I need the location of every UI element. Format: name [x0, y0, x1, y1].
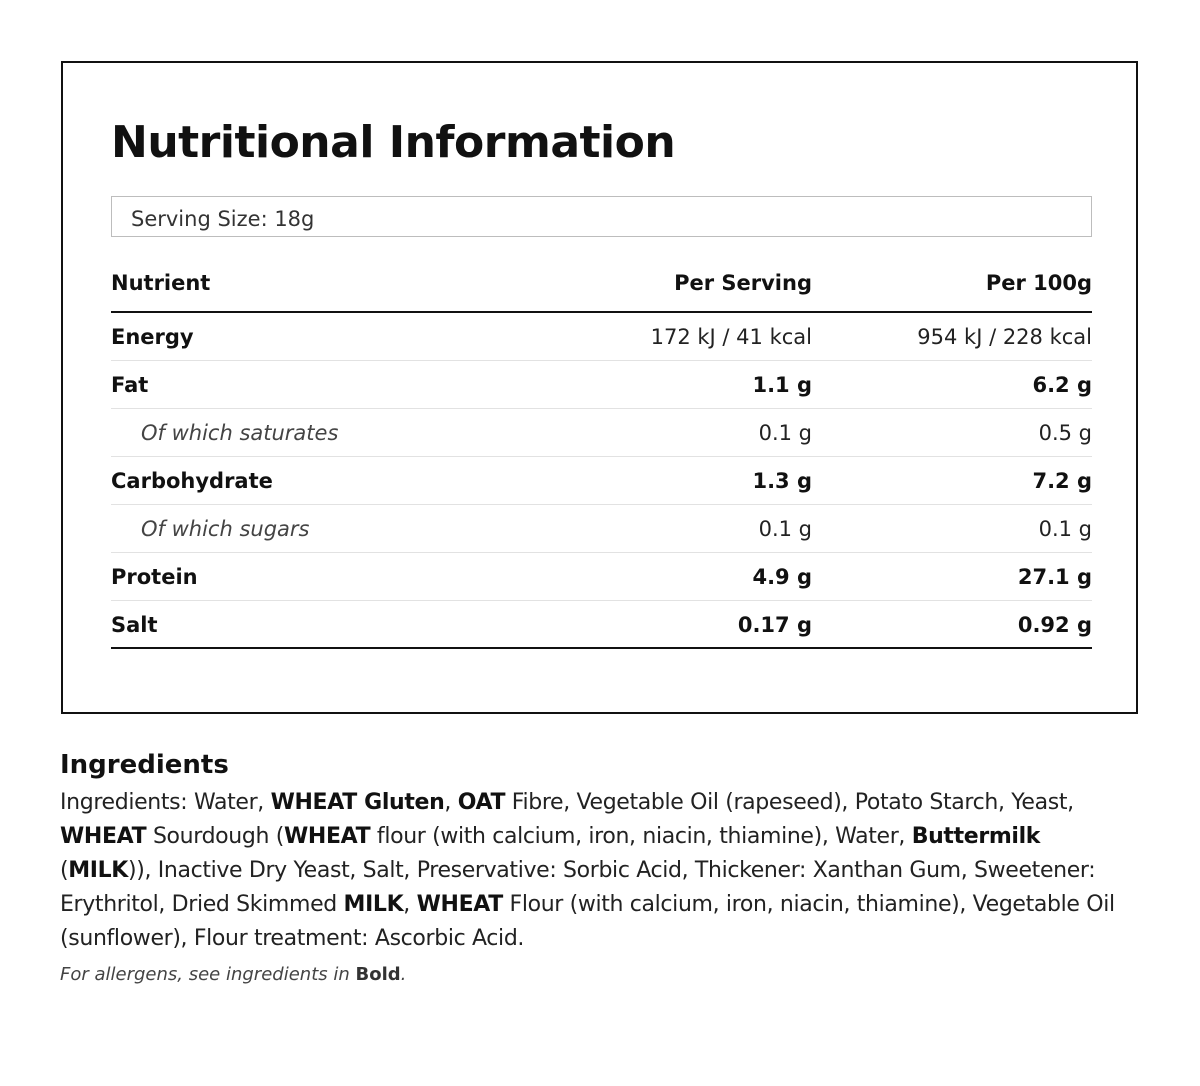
per-serving-value: 0.1 g [758, 517, 812, 541]
header-nutrient: Nutrient [111, 271, 211, 295]
nutrient-name: Energy [111, 325, 194, 349]
per-100g-value: 0.92 g [1017, 613, 1092, 637]
ingredient-segment: Flour (with calcium, iron, niacin, thiamine), Vegetable Oil (sunflower), Flour treatment: Ascorbic Acid. [60, 892, 1115, 951]
allergen-segment: OAT [457, 790, 506, 815]
nutrition-table [111, 262, 1092, 649]
nutrition-panel [61, 61, 1138, 714]
allergen-note [60, 962, 406, 988]
table-row-saturates [111, 409, 1092, 457]
allergen-segment: MILK [343, 892, 404, 917]
ingredient-segment: , [403, 892, 417, 917]
per-100g-value: 954 kJ / 228 kcal [917, 325, 1092, 349]
allergen-note-suffix: . [400, 964, 407, 985]
table-row-sugars [111, 505, 1092, 553]
ingredient-segment: flour (with calcium, iron, niacin, thiamine), Water, [370, 824, 912, 849]
per-100g-value: 27.1 g [1017, 565, 1092, 589]
ingredient-segment: )), Inactive Dry Yeast, Salt, Preservative: Sorbic Acid, Thickener: Xanthan Gum, Sweetener: Erythritol, Dried Skimmed [60, 858, 1096, 917]
per-100g-value: 0.1 g [1038, 517, 1092, 541]
nutrition-title: Nutritional Information [111, 117, 676, 168]
allergen-segment: WHEAT Gluten [270, 790, 445, 815]
serving-size-box: Serving Size: 18g [111, 196, 1092, 237]
allergen-segment: Buttermilk [911, 824, 1041, 849]
allergen-note-prefix: For allergens, see ingredients in [60, 964, 356, 985]
per-100g-value: 6.2 g [1032, 373, 1092, 397]
ingredient-segment: , [444, 790, 458, 815]
per-serving-value: 1.3 g [752, 469, 812, 493]
per-100g-value: 0.5 g [1038, 421, 1092, 445]
nutrient-name: Salt [111, 613, 158, 637]
nutrient-name: Fat [111, 373, 149, 397]
table-row-salt [111, 601, 1092, 649]
table-header-row [111, 262, 1092, 313]
per-serving-value: 172 kJ / 41 kcal [650, 325, 812, 349]
per-serving-value: 1.1 g [752, 373, 812, 397]
table-row-energy [111, 313, 1092, 361]
per-serving-value: 4.9 g [752, 565, 812, 589]
allergen-segment: WHEAT [60, 824, 147, 849]
allergen-segment: MILK [68, 858, 128, 883]
ingredient-segment: ( [60, 858, 69, 883]
nutrient-name: Of which saturates [141, 421, 339, 445]
per-serving-value: 0.1 g [758, 421, 812, 445]
ingredients-title: Ingredients [60, 750, 229, 780]
nutrient-name: Of which sugars [141, 517, 310, 541]
table-row-protein [111, 553, 1092, 601]
ingredient-segment: Ingredients: Water, [60, 790, 271, 815]
table-row-fat [111, 361, 1092, 409]
per-100g-value: 7.2 g [1032, 469, 1092, 493]
per-serving-value: 0.17 g [737, 613, 812, 637]
ingredient-segment: Sourdough ( [146, 824, 284, 849]
header-per-100g: Per 100g [985, 271, 1092, 295]
allergen-segment: WHEAT [416, 892, 503, 917]
nutrient-name: Carbohydrate [111, 469, 273, 493]
allergen-segment: WHEAT [283, 824, 371, 849]
header-per-serving: Per Serving [674, 271, 812, 295]
ingredient-segment: Fibre, Vegetable Oil (rapeseed), Potato Starch, Yeast, [505, 790, 1074, 815]
table-row-carbohydrate [111, 457, 1092, 505]
nutrient-name: Protein [111, 565, 198, 589]
allergen-note-bold: Bold [355, 964, 401, 985]
ingredients-text [60, 786, 1130, 956]
